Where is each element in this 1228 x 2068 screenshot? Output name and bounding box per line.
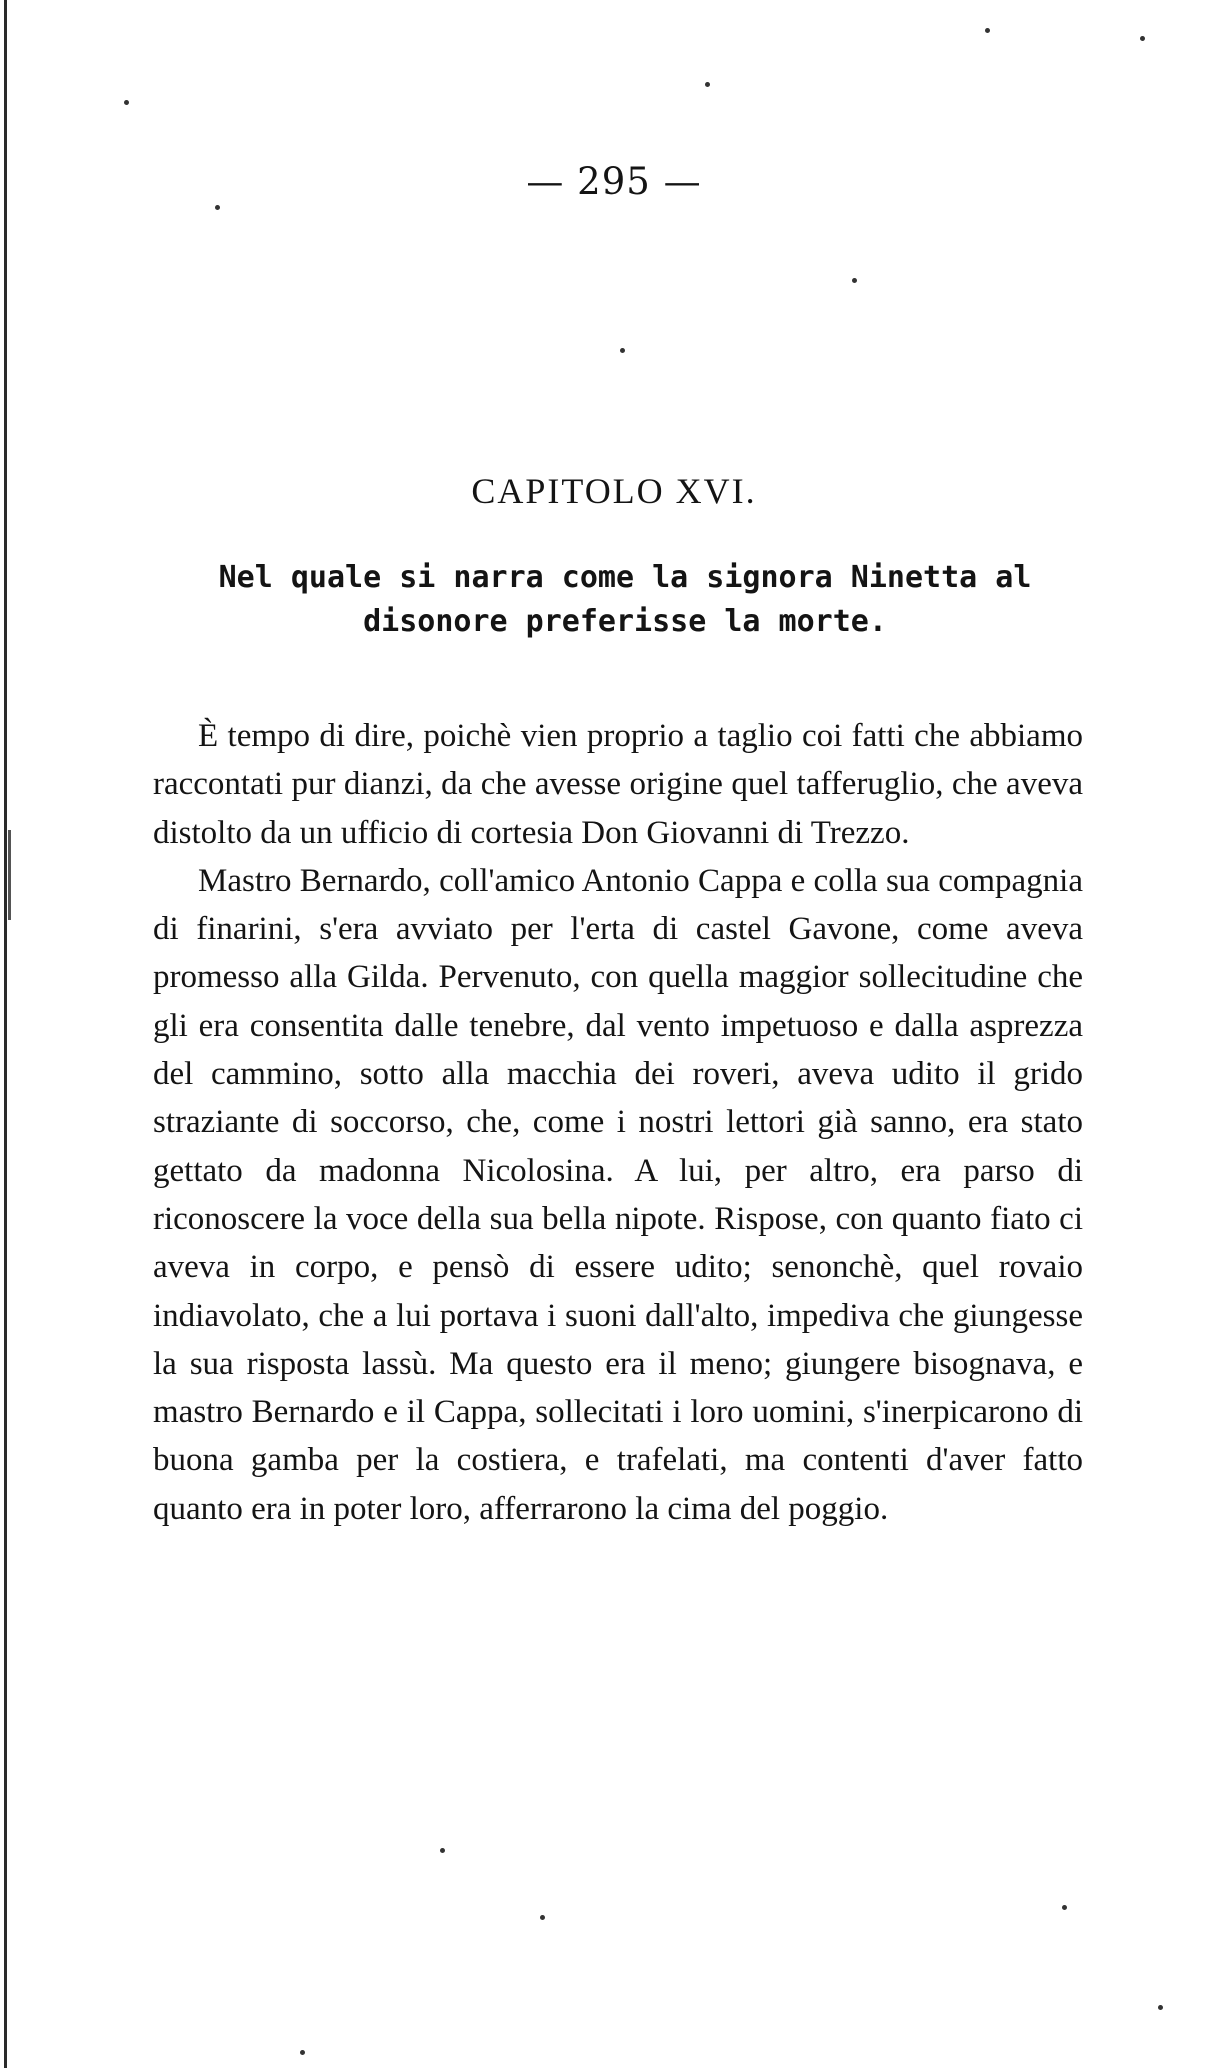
page-edge-line xyxy=(4,0,7,2068)
scan-speck xyxy=(215,205,220,210)
body-text xyxy=(153,712,1083,1533)
scan-speck xyxy=(1140,36,1145,41)
scan-speck xyxy=(124,100,129,105)
page-edge-mark xyxy=(8,830,11,920)
paragraph-1: È tempo di dire, poichè vien proprio a taglio coi fatti che abbiamo raccontati pur dianzi, da che avesse origine quel tafferuglio, che aveva distolto da un ufficio di cortesia Don Giovanni di Trezzo. xyxy=(153,718,1083,851)
scan-speck xyxy=(300,2050,305,2055)
scan-speck xyxy=(985,28,990,33)
page-number: — 295 — xyxy=(526,160,702,203)
scan-speck xyxy=(852,278,857,283)
scan-speck xyxy=(440,1848,445,1853)
chapter-title: CAPITOLO XVI. xyxy=(471,471,757,511)
scan-speck xyxy=(705,82,710,87)
scan-speck xyxy=(1062,1905,1067,1910)
scan-speck xyxy=(540,1915,545,1920)
scan-speck xyxy=(620,348,625,353)
paragraph-2: Mastro Bernardo, coll'amico Antonio Cappa e colla sua compagnia di finarini, s'era avviato per l'erta di castel Gavone, come aveva promesso alla Gilda. Pervenuto, con quella maggior sollecitudine che gli era consentita dalle tenebre, dal vento impetuoso e dalla asprezza del cammino, sotto alla macchia dei roveri, aveva udito il grido straziante di soccorso, che, come i nostri lettori già sanno, era stato gettato da madonna Nicolosina. A lui, per altro, era parso di riconoscere la voce della sua bella nipote. Rispose, con quanto fiato ci aveva in corpo, e pensò di essere udito; senonchè, quel rovaio indiavolato, che a lui portava i suoni dall'alto, impediva che giungesse la sua risposta lassù. Ma questo era il meno; giungere bisognava, e mastro Bernardo e il Cappa, sollecitati i loro uomini, s'inerpicarono di buona gamba per la costiera, e trafelati, ma contenti d'aver fatto quanto era in poter loro, afferrarono la cima del poggio. xyxy=(153,862,1083,1527)
scan-speck xyxy=(1158,2005,1163,2010)
chapter-subtitle: Nel quale si narra come la signora Ninetta al disonore preferisse la morte. xyxy=(218,560,1032,639)
